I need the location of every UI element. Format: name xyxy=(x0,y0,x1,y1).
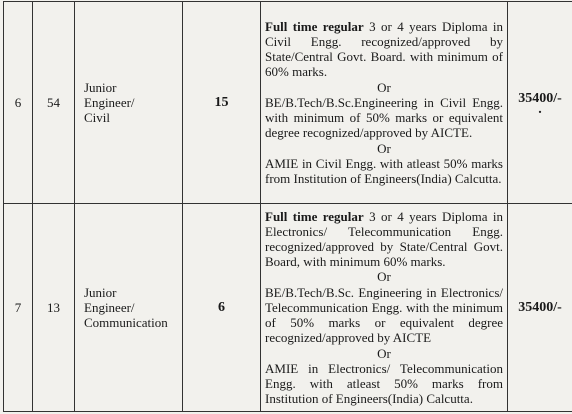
pay-mark: . xyxy=(538,102,542,118)
vacancy-table xyxy=(3,1,572,412)
vacancies-cell: 6 xyxy=(183,204,261,412)
pay-cell xyxy=(508,2,572,204)
post-name-cell xyxy=(75,204,183,412)
serial-number-cell: 7 xyxy=(4,204,33,412)
post-name-line: Engineer/ xyxy=(84,299,135,315)
qualification-amie: AMIE in Civil Engg. with atleast 50% marks from Institution of Engineers(India) Calcutta. xyxy=(265,155,503,186)
qualification-degree: BE/B.Tech/B.Sc.Engineering in Civil Engg. with minimum of 50% marks or equivalent degree recognized/approved by AICTE. xyxy=(265,94,503,141)
qualification-lead: Full time regular xyxy=(265,208,364,224)
post-code-cell: 54 xyxy=(33,2,75,204)
post-name-cell xyxy=(75,2,183,204)
post-name-line: Junior xyxy=(84,79,117,95)
or-separator: Or xyxy=(377,140,391,156)
serial-number-cell: 6 xyxy=(4,2,33,204)
post-name-line: Junior xyxy=(84,284,117,300)
table-row xyxy=(4,2,572,204)
pay-value: 35400/- xyxy=(518,299,562,315)
qualification-cell xyxy=(261,204,508,412)
pay-cell xyxy=(508,204,572,412)
qualification-diploma xyxy=(265,209,503,270)
or-separator: Or xyxy=(377,345,391,361)
post-name-line: Engineer/ xyxy=(84,94,135,110)
table-row xyxy=(4,204,572,412)
qualification-cell xyxy=(261,2,508,204)
qualification-amie: AMIE in Electronics/ Telecommunication Engg. with atleast 50% marks from Institution of Engineers(India) Calcutta. xyxy=(265,360,503,407)
qualification-lead: Full time regular xyxy=(265,18,364,34)
post-code-cell: 13 xyxy=(33,204,75,412)
post-name-line: Communication xyxy=(84,315,168,331)
post-name-line: Civil xyxy=(84,110,111,126)
qualification-text: 3 or 4 years Diploma in Electronics/ Telecommunication Engg. recognized/approved by State/Central Govt. Board, with minimum 60% marks. xyxy=(265,208,503,270)
vacancies-cell: 15 xyxy=(183,2,261,204)
or-separator: Or xyxy=(377,269,391,285)
pay-value: 35400/- xyxy=(518,90,562,106)
qualification-diploma xyxy=(265,19,503,80)
or-separator: Or xyxy=(377,79,391,95)
qualification-text: 3 or 4 years Diploma in Civil Engg. recognized/approved by State/Central Govt. Board. with minimum of 60% marks. xyxy=(265,18,503,80)
qualification-degree: BE/B.Tech/B.Sc. Engineering in Electronics/ Telecommunication Engg. with the minimum of 50% marks or equivalent degree recognized/approved by AICTE xyxy=(265,284,503,346)
